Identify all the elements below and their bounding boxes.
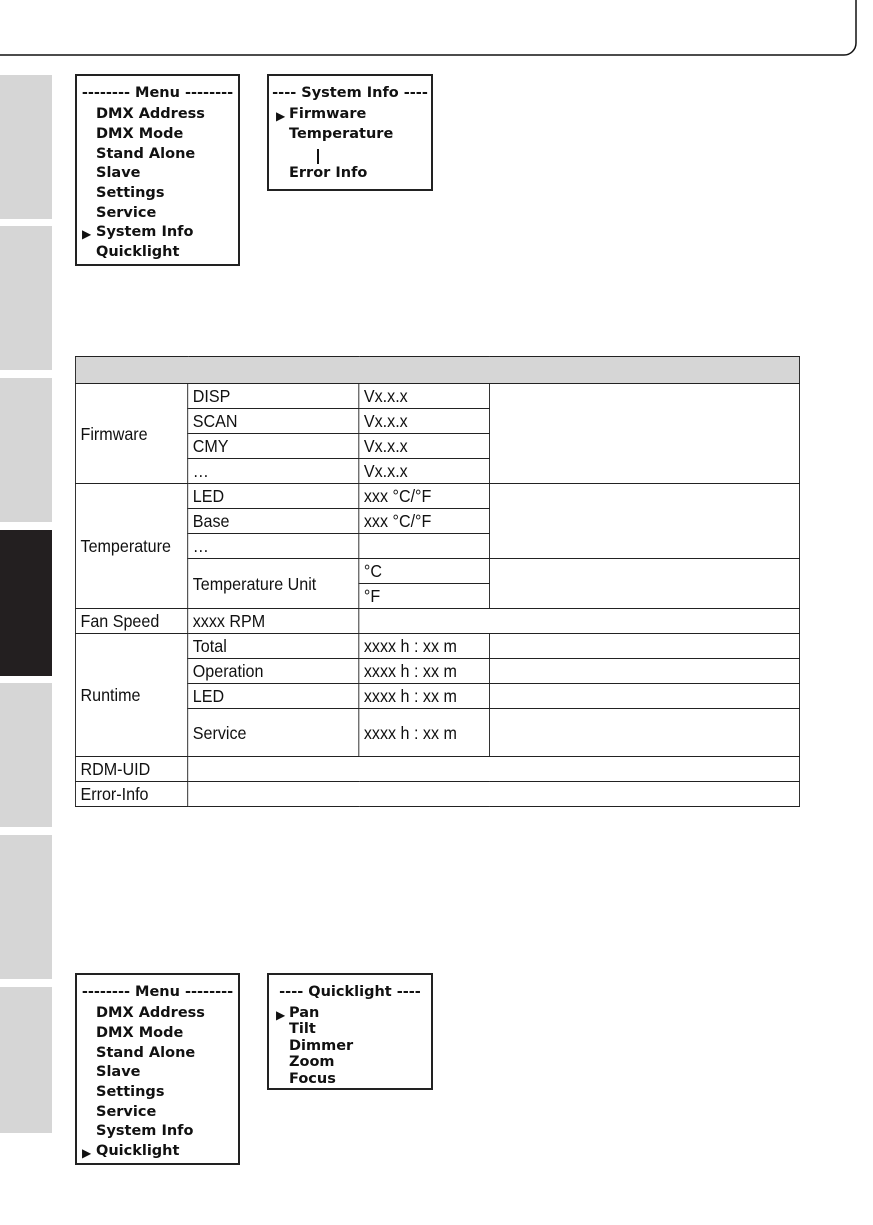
temperature-unit-celsius: °C [359,559,490,584]
side-tab-2 [0,226,52,370]
rdm-uid-label: RDM-UID [75,757,187,782]
runtime-value-total: xxxx h : xx m [359,634,490,659]
menu-item-dmx-address[interactable]: DMX Address [96,1005,205,1021]
firmware-name-scan: SCAN [188,409,359,434]
error-info-label: Error-Info [75,782,187,807]
submenu-item-zoom[interactable]: Zoom [289,1054,335,1070]
firmware-label: Firmware [75,384,187,484]
temperature-name-led: LED [188,484,359,509]
menu-item-settings[interactable]: Settings [96,185,165,201]
table-header [75,357,799,384]
runtime-description-operation [489,659,799,684]
menu-item-stand-alone[interactable]: Stand Alone [96,1045,196,1061]
side-tab-3 [0,378,52,522]
temperature-value-base: xxx °C/°F [359,509,490,534]
runtime-name-total: Total [188,634,359,659]
submenu-item-firmware[interactable]: Firmware [289,106,367,122]
runtime-description-service [489,709,799,757]
menu-item-service[interactable]: Service [96,205,157,221]
firmware-value-scan: Vx.x.x [359,409,490,434]
submenu-item-error-info[interactable]: Error Info [289,165,368,181]
system-info-display [267,74,433,191]
menu-item-stand-alone[interactable]: Stand Alone [96,146,196,162]
menu-item-dmx-mode[interactable]: DMX Mode [96,126,184,142]
selection-arrow-icon: ▶ [82,1146,92,1160]
temperature-unit-fahrenheit: °F [359,584,490,609]
temperature-value-led: xxx °C/°F [359,484,490,509]
firmware-value-disp: Vx.x.x [359,384,490,409]
side-tab-7 [0,987,52,1133]
temperature-unit-description [489,559,799,609]
runtime-name-led: LED [188,684,359,709]
menu-item-service[interactable]: Service [96,1104,157,1120]
menu-item-slave[interactable]: Slave [96,1064,141,1080]
selection-arrow-icon: ▶ [82,227,92,241]
temperature-unit-label: Temperature Unit [188,559,359,609]
menu-item-quicklight[interactable]: Quicklight [96,1143,180,1159]
menu-item-dmx-mode[interactable]: DMX Mode [96,1025,184,1041]
runtime-name-service: Service [188,709,359,757]
fan-speed-label: Fan Speed [75,609,187,634]
submenu-item-tilt[interactable]: Tilt [289,1021,316,1037]
temperature-label: Temperature [75,484,187,609]
continuation-bar-icon [317,149,319,164]
submenu-item-pan[interactable]: Pan [289,1005,320,1021]
fan-speed-description [359,609,800,634]
submenu-item-focus[interactable]: Focus [289,1071,336,1087]
firmware-description [489,384,799,484]
page-corner-arc [0,0,873,80]
side-tab-6 [0,835,52,979]
side-tab-5 [0,683,52,827]
quicklight-title: ---- Quicklight ---- [279,984,421,1000]
runtime-description-total [489,634,799,659]
temperature-description [489,484,799,559]
firmware-name-cmy: CMY [188,434,359,459]
runtime-value-led: xxxx h : xx m [359,684,490,709]
side-tab-4-active [0,530,52,676]
menu-display-2 [75,973,240,1165]
firmware-value-cmy: Vx.x.x [359,434,490,459]
menu-item-settings[interactable]: Settings [96,1084,165,1100]
temperature-value-more [359,534,490,559]
system-info-title: ---- System Info ---- [272,85,428,101]
temperature-name-base: Base [188,509,359,534]
quicklight-display [267,973,433,1090]
runtime-value-service: xxxx h : xx m [359,709,490,757]
rdm-uid-description [188,757,800,782]
fan-speed-value: xxxx RPM [188,609,359,634]
error-info-description [188,782,800,807]
menu-display-1 [75,74,240,266]
firmware-name-disp: DISP [188,384,359,409]
runtime-description-led [489,684,799,709]
menu-item-system-info[interactable]: System Info [96,1123,194,1139]
menu-item-dmx-address[interactable]: DMX Address [96,106,205,122]
submenu-item-temperature[interactable]: Temperature [289,126,394,142]
runtime-label: Runtime [75,634,187,757]
menu-item-slave[interactable]: Slave [96,165,141,181]
menu-item-quicklight[interactable]: Quicklight [96,244,180,260]
system-info-table [75,356,800,807]
runtime-value-operation: xxxx h : xx m [359,659,490,684]
selection-arrow-icon: ▶ [276,1008,286,1022]
firmware-name-more: … [188,459,359,484]
menu-item-system-info[interactable]: System Info [96,224,194,240]
runtime-name-operation: Operation [188,659,359,684]
side-tab-1 [0,75,52,219]
menu-title: -------- Menu -------- [81,85,234,101]
submenu-item-dimmer[interactable]: Dimmer [289,1038,354,1054]
menu-title: -------- Menu -------- [81,984,234,1000]
temperature-name-more: … [188,534,359,559]
firmware-value-more: Vx.x.x [359,459,490,484]
selection-arrow-icon: ▶ [276,109,286,123]
